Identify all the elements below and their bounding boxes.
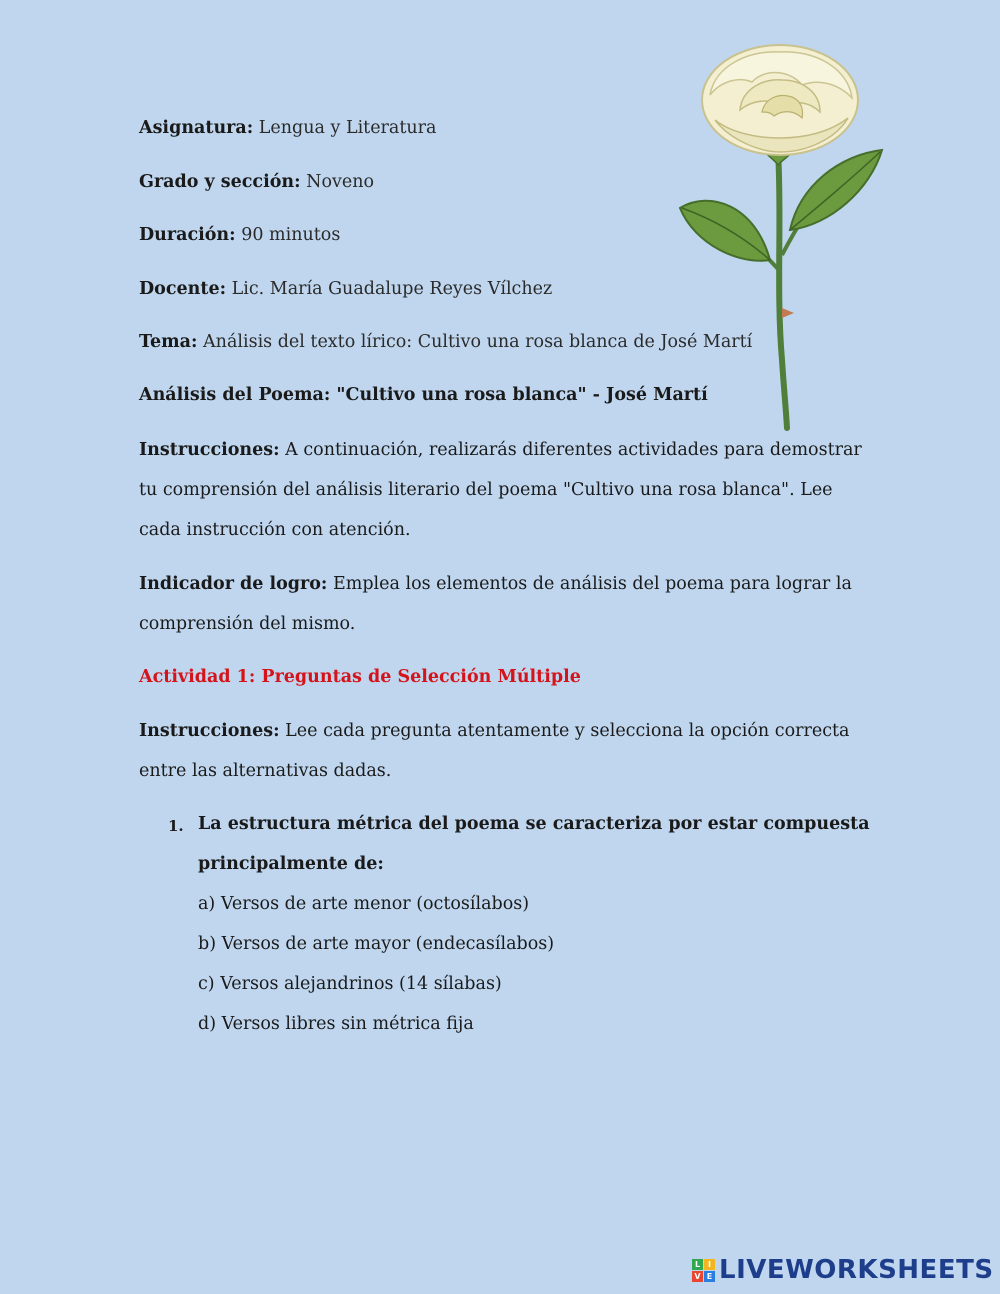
- question-text-line2: principalmente de:: [198, 854, 384, 874]
- asignatura-value: Lengua y Literatura: [258, 118, 437, 138]
- actividad-instr-text: Lee cada pregunta atentamente y selecciona la opción correcta entre las alternativas dadas.: [139, 721, 850, 781]
- brand-name: LIVEWORKSHEETS: [719, 1255, 994, 1285]
- tema-value: Análisis del texto lírico: Cultivo una rosa blanca de José Martí: [203, 332, 753, 352]
- indicador-paragraph: [139, 564, 879, 644]
- liveworksheets-brand: [692, 1254, 994, 1286]
- actividad-title: Actividad 1: Preguntas de Selección Múltiple: [139, 667, 581, 687]
- option-c[interactable]: c) Versos alejandrinos (14 sílabas): [198, 974, 502, 994]
- logo-letter: E: [704, 1271, 715, 1282]
- analisis-title: Análisis del Poema: "Cultivo una rosa blanca" - José Martí: [139, 385, 708, 405]
- question-text-line1: La estructura métrica del poema se caracteriza por estar compuesta: [198, 814, 870, 834]
- tema-line: [139, 332, 752, 352]
- option-d[interactable]: d) Versos libres sin métrica fija: [198, 1014, 474, 1034]
- logo-letter: V: [692, 1271, 703, 1282]
- tema-label: Tema:: [139, 332, 198, 352]
- indicador-label: Indicador de logro:: [139, 574, 328, 594]
- docente-line: [139, 279, 552, 299]
- option-b[interactable]: b) Versos de arte mayor (endecasílabos): [198, 934, 555, 954]
- instrucciones-text: A continuación, realizarás diferentes actividades para demostrar tu comprensión del análisis literario del poema "Cultivo una rosa blanca". Lee cada instrucción con atención.: [139, 440, 862, 540]
- instrucciones-label: Instrucciones:: [139, 440, 280, 460]
- question-number: 1.: [168, 817, 184, 835]
- grado-line: [139, 172, 374, 192]
- option-a[interactable]: a) Versos de arte menor (octosílabos): [198, 894, 530, 914]
- white-rose-illustration: [670, 40, 895, 435]
- docente-value: Lic. María Guadalupe Reyes Vílchez: [231, 279, 553, 299]
- duracion-value: 90 minutos: [241, 225, 341, 245]
- actividad-instr-label: Instrucciones:: [139, 721, 280, 741]
- logo-letter: I: [704, 1259, 715, 1270]
- liveworksheets-logo-icon: [692, 1259, 715, 1282]
- indicador-text: Emplea los elementos de análisis del poema para lograr la comprensión del mismo.: [139, 574, 852, 634]
- docente-label: Docente:: [139, 279, 227, 299]
- asignatura-line: [139, 118, 436, 138]
- grado-label: Grado y sección:: [139, 172, 301, 192]
- duracion-line: [139, 225, 340, 245]
- duracion-label: Duración:: [139, 225, 236, 245]
- instrucciones-paragraph: [139, 430, 879, 550]
- asignatura-label: Asignatura:: [139, 118, 254, 138]
- logo-letter: L: [692, 1259, 703, 1270]
- actividad-instrucciones: [139, 711, 879, 791]
- grado-value: Noveno: [306, 172, 375, 192]
